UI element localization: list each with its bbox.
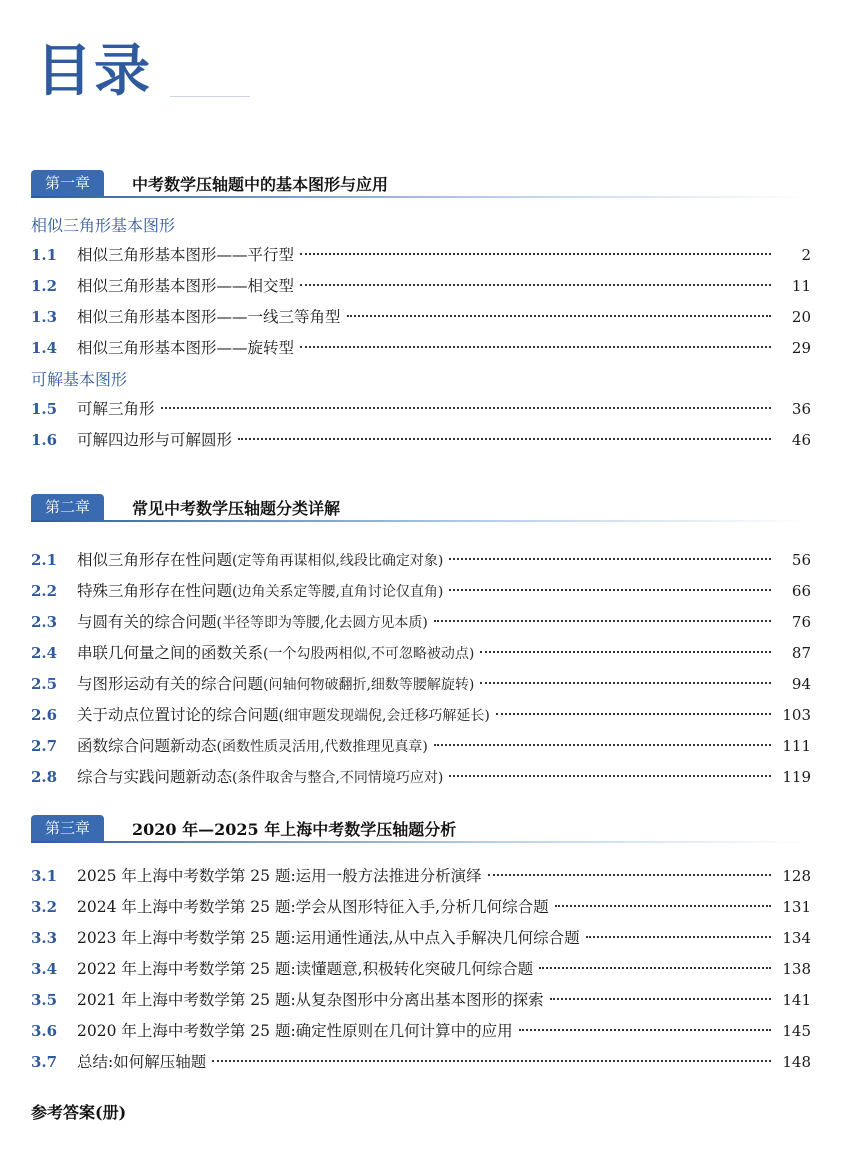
entry-note: (一个勾股两相似,不可忽略被动点): [263, 646, 475, 662]
entry-number: 1.6: [31, 431, 58, 449]
entry-number: 1.5: [31, 400, 58, 418]
entry-page: 46: [791, 431, 811, 449]
toc-entry[interactable]: [31, 576, 811, 607]
toc-entry[interactable]: [31, 923, 811, 954]
dot-leader: [449, 558, 771, 560]
toc-entry[interactable]: [31, 892, 811, 923]
entry-title: 2021 年上海中考数学第 25 题:从复杂图形中分离出基本图形的探索: [77, 991, 544, 1009]
entry-title: 可解三角形: [77, 400, 155, 418]
entry-number: 2.4: [31, 644, 58, 662]
chapter-badge: 第三章: [31, 815, 104, 841]
entry-page: 134: [782, 929, 811, 947]
dot-leader: [480, 682, 771, 684]
toc-entry[interactable]: [31, 394, 811, 425]
chapter-badge: 第一章: [31, 170, 104, 196]
chapter-2: [31, 494, 811, 793]
entry-number: 2.3: [31, 613, 58, 631]
entry-title: 相似三角形基本图形——相交型: [77, 277, 295, 295]
entry-note: (细审题发现端倪,会迁移巧解延长): [278, 708, 490, 724]
entry-title: 相似三角形基本图形——平行型: [77, 246, 295, 264]
entry-title: 相似三角形基本图形——一线三等角型: [77, 308, 341, 326]
entry-note: (条件取舍与整合,不同情境巧应对): [232, 770, 444, 786]
dot-leader: [480, 651, 771, 653]
entry-title: 特殊三角形存在性问题: [77, 582, 233, 600]
entry-title: 2020 年上海中考数学第 25 题:确定性原则在几何计算中的应用: [77, 1022, 513, 1040]
entry-page: 128: [782, 867, 811, 885]
toc-entry[interactable]: [31, 985, 811, 1016]
dot-leader: [300, 284, 771, 286]
toc-entry[interactable]: [31, 731, 811, 762]
entry-number: 2.6: [31, 706, 58, 724]
chapter-3: [31, 815, 811, 1078]
dot-leader: [449, 589, 771, 591]
entry-page: 119: [782, 768, 811, 786]
entry-number: 3.6: [31, 1022, 58, 1040]
entry-note: (定等角再谋相似,线段比确定对象): [232, 553, 444, 569]
entry-title: 与图形运动有关的综合问题: [77, 675, 264, 693]
dot-leader: [238, 438, 771, 440]
dot-leader: [161, 407, 771, 409]
toc-entry[interactable]: [31, 954, 811, 985]
dot-leader: [519, 1029, 771, 1031]
entry-number: 3.5: [31, 991, 58, 1009]
dot-leader: [586, 936, 771, 938]
section-group-heading: 相似三角形基本图形: [31, 216, 176, 235]
dot-leader: [496, 713, 771, 715]
entry-title: 2024 年上海中考数学第 25 题:学会从图形特征入手,分析几何综合题: [77, 898, 549, 916]
entry-title: 可解四边形与可解圆形: [77, 431, 233, 449]
entry-number: 3.1: [31, 867, 58, 885]
entry-page: 56: [791, 551, 811, 569]
dot-leader: [434, 620, 771, 622]
dot-leader: [449, 775, 771, 777]
entry-page: 94: [791, 675, 811, 693]
toc-entry[interactable]: [31, 700, 811, 731]
answer-key-label[interactable]: 参考答案(册): [31, 1103, 127, 1122]
dot-leader: [550, 998, 771, 1000]
entry-page: 29: [791, 339, 811, 357]
entry-number: 2.2: [31, 582, 58, 600]
entry-page: 76: [791, 613, 811, 631]
entry-title: 综合与实践问题新动态: [77, 768, 233, 786]
toc-entry[interactable]: [31, 638, 811, 669]
toc-entry[interactable]: [31, 762, 811, 793]
entry-note: (半径等即为等腰,化去圆方见本质): [216, 615, 428, 631]
entry-page: 131: [782, 898, 811, 916]
chapter-title: 中考数学压轴题中的基本图形与应用: [132, 174, 389, 194]
toc-entry[interactable]: [31, 607, 811, 638]
section-group-heading: 可解基本图形: [31, 370, 128, 389]
entry-page: 66: [791, 582, 811, 600]
toc-entry[interactable]: [31, 545, 811, 576]
chapter-1: [31, 170, 811, 456]
entry-title: 函数综合问题新动态: [77, 737, 217, 755]
entry-title: 总结:如何解压轴题: [77, 1053, 207, 1071]
dot-leader: [434, 744, 771, 746]
dot-leader: [300, 346, 771, 348]
entry-page: 145: [782, 1022, 811, 1040]
toc-entry[interactable]: [31, 861, 811, 892]
entry-note: (边角关系定等腰,直角讨论仅直角): [232, 584, 444, 600]
entry-number: 1.2: [31, 277, 58, 295]
toc-entry[interactable]: [31, 669, 811, 700]
entry-number: 3.2: [31, 898, 58, 916]
entry-number: 1.3: [31, 308, 58, 326]
page-title: 目录: [36, 39, 152, 104]
toc-entry[interactable]: [31, 425, 811, 456]
chapter-title: 常见中考数学压轴题分类详解: [132, 498, 341, 518]
dot-leader: [212, 1060, 771, 1062]
entry-number: 1.4: [31, 339, 58, 357]
dot-leader: [347, 315, 771, 317]
toc-entry[interactable]: [31, 1016, 811, 1047]
entry-title: 关于动点位置讨论的综合问题: [77, 706, 279, 724]
chapter-title: 2020 年—2025 年上海中考数学压轴题分析: [132, 819, 457, 839]
entry-page: 11: [791, 277, 811, 295]
dot-leader: [539, 967, 771, 969]
toc-entry[interactable]: [31, 271, 811, 302]
toc-entry[interactable]: [31, 302, 811, 333]
entry-page: 2: [801, 246, 811, 264]
chapter-header: [31, 170, 811, 200]
entry-title: 2023 年上海中考数学第 25 题:运用通性通法,从中点入手解决几何综合题: [77, 929, 580, 947]
entry-title: 相似三角形存在性问题: [77, 551, 233, 569]
title-divider: [170, 96, 250, 97]
chapter-header: [31, 494, 811, 524]
toc-entry[interactable]: [31, 1047, 811, 1078]
toc-entry[interactable]: [31, 333, 811, 364]
entry-title: 2025 年上海中考数学第 25 题:运用一般方法推进分析演绎: [77, 867, 482, 885]
entry-title: 串联几何量之间的函数关系: [77, 644, 264, 662]
entry-note: (函数性质灵活用,代数推理见真章): [216, 739, 428, 755]
entry-title: 与圆有关的综合问题: [77, 613, 217, 631]
toc-entry[interactable]: [31, 240, 811, 271]
entry-number: 2.7: [31, 737, 58, 755]
entry-number: 1.1: [31, 246, 58, 264]
chapter-header: [31, 815, 811, 845]
entry-page: 138: [782, 960, 811, 978]
entry-page: 87: [791, 644, 811, 662]
dot-leader: [555, 905, 771, 907]
entry-title: 相似三角形基本图形——旋转型: [77, 339, 295, 357]
entry-page: 36: [791, 400, 811, 418]
entry-page: 148: [782, 1053, 811, 1071]
entry-number: 3.4: [31, 960, 58, 978]
entry-number: 2.5: [31, 675, 58, 693]
entry-number: 3.3: [31, 929, 58, 947]
entry-page: 111: [782, 737, 811, 755]
chapter-badge: 第二章: [31, 494, 104, 520]
entry-note: (问轴何物破翻折,细数等腰解旋转): [263, 677, 475, 693]
entry-page: 103: [782, 706, 811, 724]
entry-number: 3.7: [31, 1053, 58, 1071]
entry-title: 2022 年上海中考数学第 25 题:读懂题意,积极转化突破几何综合题: [77, 960, 534, 978]
entry-number: 2.8: [31, 768, 58, 786]
dot-leader: [300, 253, 771, 255]
dot-leader: [488, 874, 771, 876]
entry-number: 2.1: [31, 551, 58, 569]
entry-page: 141: [782, 991, 811, 1009]
entry-page: 20: [791, 308, 811, 326]
